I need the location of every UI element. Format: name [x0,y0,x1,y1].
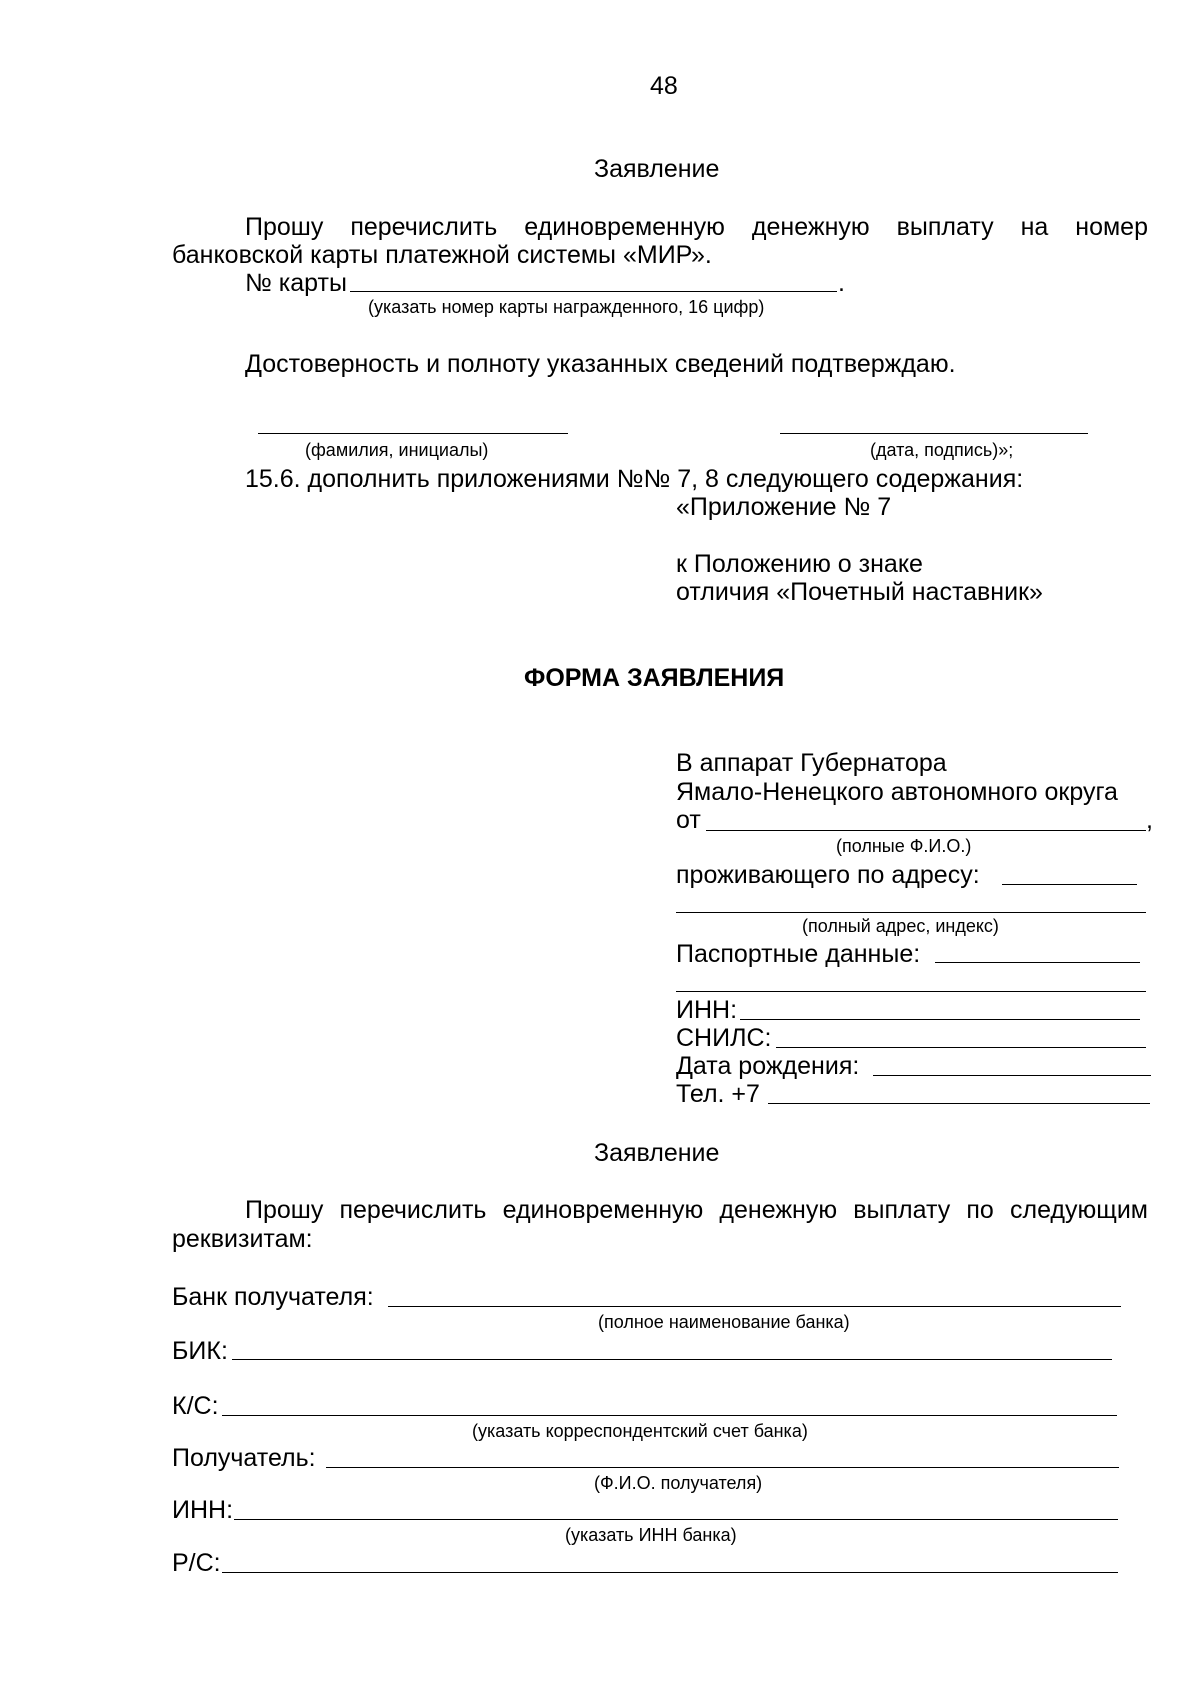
date-signature-field[interactable] [780,433,1088,434]
address-hint: (полный адрес, индекс) [802,916,999,936]
appendix-line3: отличия «Почетный наставник» [676,578,1043,606]
snils-field[interactable] [776,1047,1146,1048]
from-hint: (полные Ф.И.О.) [836,836,972,856]
inn-label: ИНН: [676,996,738,1024]
address-label: проживающего по адресу: [676,861,980,889]
page-number: 48 [650,72,678,100]
card-number-field[interactable] [350,291,837,292]
from-field[interactable] [706,830,1146,831]
bik-field[interactable] [232,1359,1112,1360]
recipient-field[interactable] [326,1467,1119,1468]
ks-field[interactable] [222,1415,1117,1416]
confirm-statement: Достоверность и полноту указанных сведений подтверждаю. [245,350,956,378]
rs-field[interactable] [222,1572,1118,1573]
passport-label: Паспортные данные: [676,940,921,968]
bik-label: БИК: [172,1337,228,1365]
surname-initials-field[interactable] [258,433,568,434]
card-number-hint: (указать номер карты награжденного, 16 цифр) [368,297,765,317]
passport-field[interactable] [935,962,1140,963]
recipient-hint: (Ф.И.О. получателя) [594,1473,763,1493]
form-title: ФОРМА ЗАЯВЛЕНИЯ [524,664,785,692]
address-field-line2[interactable] [676,912,1146,913]
amendment-text: 15.6. дополнить приложениями №№ 7, 8 следующего содержания: [245,465,1024,493]
section2-para-line2: реквизитам: [172,1225,313,1253]
birth-date-label: Дата рождения: [676,1052,860,1080]
appendix-line1: «Приложение № 7 [676,493,892,521]
card-number-label: № карты [245,269,347,297]
date-signature-hint: (дата, подпись)»; [870,440,1014,460]
from-end: , [1146,806,1153,834]
section2-para-line1: Прошу перечислить единовременную денежную выплату по следующим [245,1196,1148,1224]
phone-label: Тел. +7 [676,1080,760,1108]
phone-field[interactable] [768,1103,1150,1104]
bank-field[interactable] [388,1306,1121,1307]
bank-inn-field[interactable] [234,1519,1118,1520]
bank-hint: (полное наименование банка) [598,1312,850,1332]
bank-inn-label: ИНН: [172,1496,234,1524]
rs-label: Р/С: [172,1549,221,1577]
bank-inn-hint: (указать ИНН банка) [565,1525,737,1545]
bank-label: Банк получателя: [172,1283,374,1311]
birth-date-field[interactable] [873,1075,1151,1076]
addressee-line1: В аппарат Губернатора [676,749,947,777]
section1-para-line1: Прошу перечислить единовременную денежную выплату на номер [245,213,1148,241]
inn-field[interactable] [740,1019,1140,1020]
address-field[interactable] [1002,884,1137,885]
section1-para-line2: банковской карты платежной системы «МИР». [172,241,712,269]
appendix-line2: к Положению о знаке [676,550,923,578]
ks-label: К/С: [172,1392,219,1420]
surname-initials-hint: (фамилия, инициалы) [305,440,489,460]
from-label: от [676,806,701,834]
passport-field-line2[interactable] [676,991,1146,992]
recipient-label: Получатель: [172,1444,316,1472]
card-number-end: . [838,269,845,297]
section2-title: Заявление [594,1139,720,1167]
addressee-line2: Ямало-Ненецкого автономного округа [676,778,1118,806]
snils-label: СНИЛС: [676,1024,772,1052]
section1-title: Заявление [594,155,720,183]
ks-hint: (указать корреспондентский счет банка) [472,1421,808,1441]
